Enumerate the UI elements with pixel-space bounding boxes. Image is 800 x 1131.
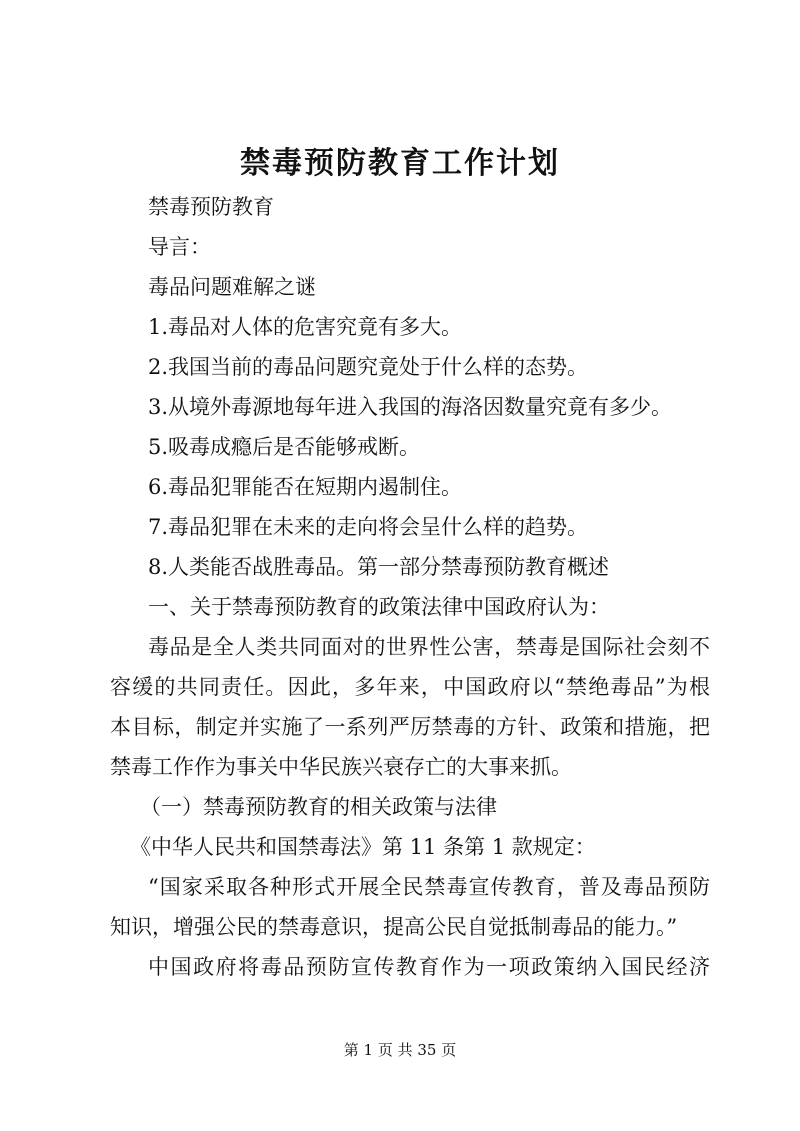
- law-reference: 《中华人民共和国禁毒法》第 11 条第 1 款规定：: [130, 835, 596, 859]
- text-line: 一、关于禁毒预防教育的政策法律中国政府认为：: [148, 595, 610, 619]
- paragraph-line: 毒品是全人类共同面对的世界性公害，禁毒是国际社会刻不: [148, 635, 710, 659]
- text-line: 2.我国当前的毒品问题究竟处于什么样的态势。: [148, 355, 589, 379]
- text-line: 禁毒预防教育: [148, 195, 274, 219]
- text-line: 8.人类能否战胜毒品。第一部分禁毒预防教育概述: [148, 555, 610, 579]
- text-line: 1.毒品对人体的危害究竟有多大。: [148, 315, 463, 339]
- quote-line: “国家采取各种形式开展全民禁毒宣传教育，普及毒品预防: [148, 875, 710, 899]
- text-line: 6.毒品犯罪能否在短期内遏制住。: [148, 475, 463, 499]
- document-title: 禁毒预防教育工作计划: [240, 146, 560, 181]
- paragraph-line: 本目标，制定并实施了一系列严厉禁毒的方针、政策和措施，把: [110, 715, 710, 739]
- section-heading: （一）禁毒预防教育的相关政策与法律: [140, 795, 497, 819]
- text-line: 毒品问题难解之谜: [148, 275, 316, 299]
- paragraph-line: 容缓的共同责任。因此，多年来，中国政府以“禁绝毒品”为根: [110, 675, 710, 699]
- text-line: 3.从境外毒源地每年进入我国的海洛因数量究竟有多少。: [148, 395, 673, 419]
- paragraph-line: 禁毒工作作为事关中华民族兴衰存亡的大事来抓。: [110, 755, 572, 779]
- page-indicator: 第 1 页 共 35 页: [343, 1041, 457, 1059]
- text-line: 导言：: [148, 235, 211, 259]
- text-line: 7.毒品犯罪在未来的走向将会呈什么样的趋势。: [148, 515, 589, 539]
- text-line: 中国政府将毒品预防宣传教育作为一项政策纳入国民经济: [148, 955, 710, 979]
- quote-line: 知识，增强公民的禁毒意识，提高公民自觉抵制毒品的能力。”: [110, 915, 678, 939]
- text-line: 5.吸毒成瘾后是否能够戒断。: [148, 435, 421, 459]
